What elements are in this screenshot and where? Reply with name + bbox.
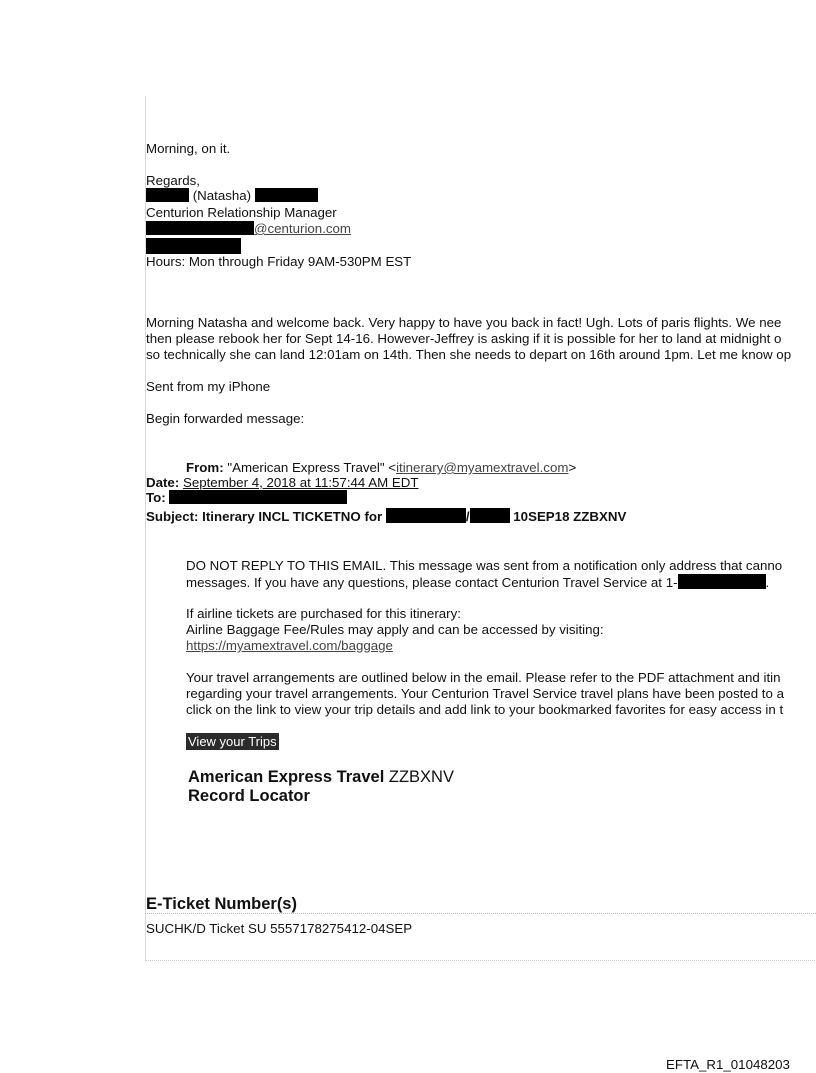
iphone-signature: Sent from my iPhone bbox=[146, 379, 271, 394]
airline-notice: If airline tickets are purchased for this itinerary: bbox=[186, 606, 461, 621]
from-email-link[interactable]: itinerary@myamextravel.com bbox=[396, 460, 569, 475]
body-line: Morning Natasha and welcome back. Very happy to have you back in fact! Ugh. Lots of paris flights. We nee bbox=[146, 315, 782, 330]
notice-line: messages. If you have any questions, please contact Centurion Travel Service at 1- . bbox=[186, 575, 770, 590]
sender-nickname: (Natasha) bbox=[192, 188, 252, 203]
forward-intro: Begin forwarded message: bbox=[146, 411, 305, 426]
redaction-box bbox=[146, 188, 189, 202]
redaction-box bbox=[386, 508, 466, 523]
sender-title: Centurion Relationship Manager bbox=[146, 205, 337, 220]
subject-line bbox=[146, 508, 626, 524]
eticket-heading: E-Ticket Number(s) bbox=[146, 895, 297, 913]
from-value: "American Express Travel" < bbox=[223, 460, 397, 475]
notice-line: DO NOT REPLY TO THIS EMAIL. This message was sent from a notification only address that canno bbox=[186, 558, 783, 573]
date-line bbox=[146, 475, 419, 490]
record-locator-label: Record Locator bbox=[188, 787, 310, 805]
document-id: EFTA_R1_01048203 bbox=[666, 1057, 790, 1072]
regards-text: Regards, bbox=[146, 173, 200, 188]
arrangements-line: regarding your travel arrangements. Your Centurion Travel Service travel plans have been posted to a bbox=[186, 686, 784, 701]
eticket-number: SUCHK/D Ticket SU 5557178275412-04SEP bbox=[146, 921, 413, 936]
redaction-box bbox=[146, 238, 241, 255]
baggage-link[interactable]: https://myamextravel.com/baggage bbox=[186, 638, 393, 653]
redaction-box bbox=[169, 490, 347, 504]
to-line bbox=[146, 490, 347, 505]
redaction-box bbox=[255, 188, 318, 202]
from-close: > bbox=[568, 460, 577, 475]
redaction-box bbox=[678, 574, 766, 589]
view-trips-button[interactable]: View your Trips bbox=[188, 734, 277, 749]
body-line: then please rebook her for Sept 14-16. However-Jeffrey is asking if it is possible for her to land at midnight o bbox=[146, 331, 782, 346]
locator-label: American Express Travel bbox=[188, 768, 385, 786]
office-hours: Hours: Mon through Friday 9AM-530PM EST bbox=[146, 254, 412, 269]
redaction-box bbox=[470, 508, 510, 523]
body-line: so technically she can land 12:01am on 14th. Then she needs to depart on 16th around 1pm. Let me know op bbox=[146, 347, 792, 362]
from-line bbox=[186, 460, 576, 475]
redaction-box bbox=[146, 221, 254, 235]
sender-name-line bbox=[146, 188, 318, 204]
to-label: To: bbox=[146, 490, 166, 505]
reply-greeting: Morning, on it. bbox=[146, 141, 231, 156]
baggage-link-line bbox=[186, 638, 393, 654]
subject-slash: / bbox=[465, 509, 470, 524]
record-locator-line bbox=[188, 768, 454, 787]
date-value: September 4, 2018 at 11:57:44 AM EDT bbox=[182, 475, 419, 490]
eticket-divider bbox=[145, 913, 816, 914]
baggage-notice: Airline Baggage Fee/Rules may apply and can be accessed by visiting: bbox=[186, 622, 604, 637]
date-label: Date: bbox=[146, 475, 180, 490]
locator-code: ZZBXNV bbox=[388, 768, 454, 786]
sender-email-line bbox=[146, 221, 351, 237]
subject-label: Subject: Itinerary INCL TICKETNO for bbox=[146, 509, 383, 524]
arrangements-line: Your travel arrangements are outlined below in the email. Please refer to the PDF attachment and itin bbox=[186, 670, 781, 685]
subject-tail: 10SEP18 ZZBXNV bbox=[513, 509, 627, 524]
from-label: From: bbox=[186, 460, 224, 475]
view-trips-line bbox=[186, 734, 279, 749]
arrangements-line: click on the link to view your trip details and add link to your bookmarked favorites for easy access in t bbox=[186, 702, 784, 717]
email-domain-link[interactable]: @centurion.com bbox=[254, 221, 352, 236]
